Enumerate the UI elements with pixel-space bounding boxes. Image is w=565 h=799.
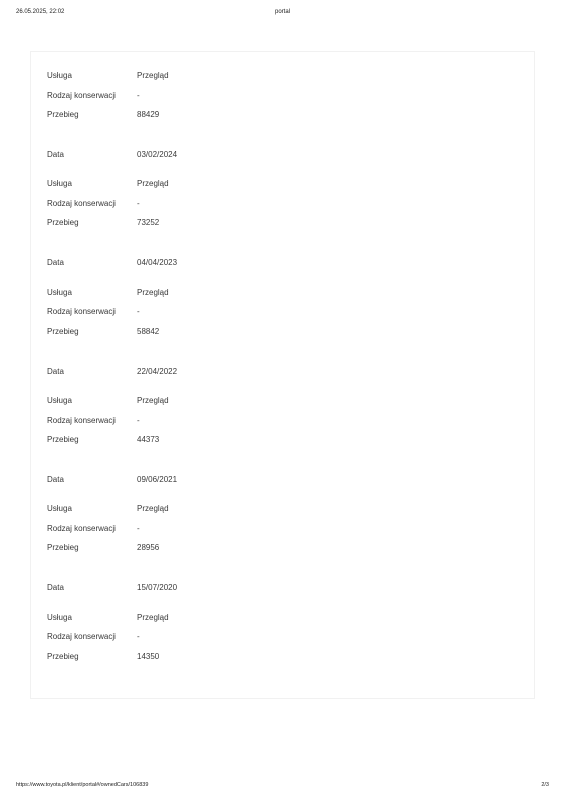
service-value: Przegląd	[137, 613, 169, 622]
maintenance-type-label: Rodzaj konserwacji	[47, 416, 116, 425]
page-indicator: 2/3	[541, 782, 549, 788]
maintenance-type-label: Rodzaj konserwacji	[47, 307, 116, 316]
service-label: Usługa	[47, 504, 72, 513]
mileage-value: 73252	[137, 218, 160, 227]
mileage-label: Przebieg	[47, 652, 79, 661]
maintenance-type-value: -	[137, 91, 140, 100]
mileage-label: Przebieg	[47, 327, 79, 336]
maintenance-type-value: -	[137, 632, 140, 641]
service-history-card	[30, 51, 535, 699]
mileage-value: 14350	[137, 652, 160, 661]
date-value: 04/04/2023	[137, 258, 178, 267]
service-value: Przegląd	[137, 396, 169, 405]
mileage-label: Przebieg	[47, 435, 79, 444]
maintenance-type-label: Rodzaj konserwacji	[47, 91, 116, 100]
service-value: Przegląd	[137, 288, 169, 297]
maintenance-type-value: -	[137, 307, 140, 316]
mileage-value: 88429	[137, 110, 160, 119]
maintenance-type-label: Rodzaj konserwacji	[47, 524, 116, 533]
date-label: Data	[47, 258, 64, 267]
service-label: Usługa	[47, 71, 72, 80]
service-value: Przegląd	[137, 179, 169, 188]
date-label: Data	[47, 367, 64, 376]
print-header	[16, 9, 549, 19]
date-value: 03/02/2024	[137, 150, 178, 159]
service-value: Przegląd	[137, 504, 169, 513]
mileage-value: 58842	[137, 327, 160, 336]
maintenance-type-value: -	[137, 199, 140, 208]
date-value: 15/07/2020	[137, 583, 178, 592]
mileage-label: Przebieg	[47, 543, 79, 552]
mileage-label: Przebieg	[47, 110, 79, 119]
print-page-title: portal	[274, 9, 290, 15]
mileage-value: 44373	[137, 435, 160, 444]
print-datetime: 26.05.2025, 22:02	[16, 9, 65, 15]
date-label: Data	[47, 583, 64, 592]
service-label: Usługa	[47, 613, 72, 622]
date-label: Data	[47, 150, 64, 159]
maintenance-type-label: Rodzaj konserwacji	[47, 199, 116, 208]
service-value: Przegląd	[137, 71, 169, 80]
service-label: Usługa	[47, 396, 72, 405]
date-label: Data	[47, 475, 64, 484]
service-label: Usługa	[47, 179, 72, 188]
date-value: 22/04/2022	[137, 367, 178, 376]
maintenance-type-value: -	[137, 524, 140, 533]
maintenance-type-value: -	[137, 416, 140, 425]
date-value: 09/06/2021	[137, 475, 178, 484]
page-url: https://www.toyota.pl/klient/portal#/ownedCars/106839	[16, 782, 149, 788]
mileage-value: 28956	[137, 543, 160, 552]
maintenance-type-label: Rodzaj konserwacji	[47, 632, 116, 641]
mileage-label: Przebieg	[47, 218, 79, 227]
service-label: Usługa	[47, 288, 72, 297]
print-footer	[16, 782, 549, 792]
